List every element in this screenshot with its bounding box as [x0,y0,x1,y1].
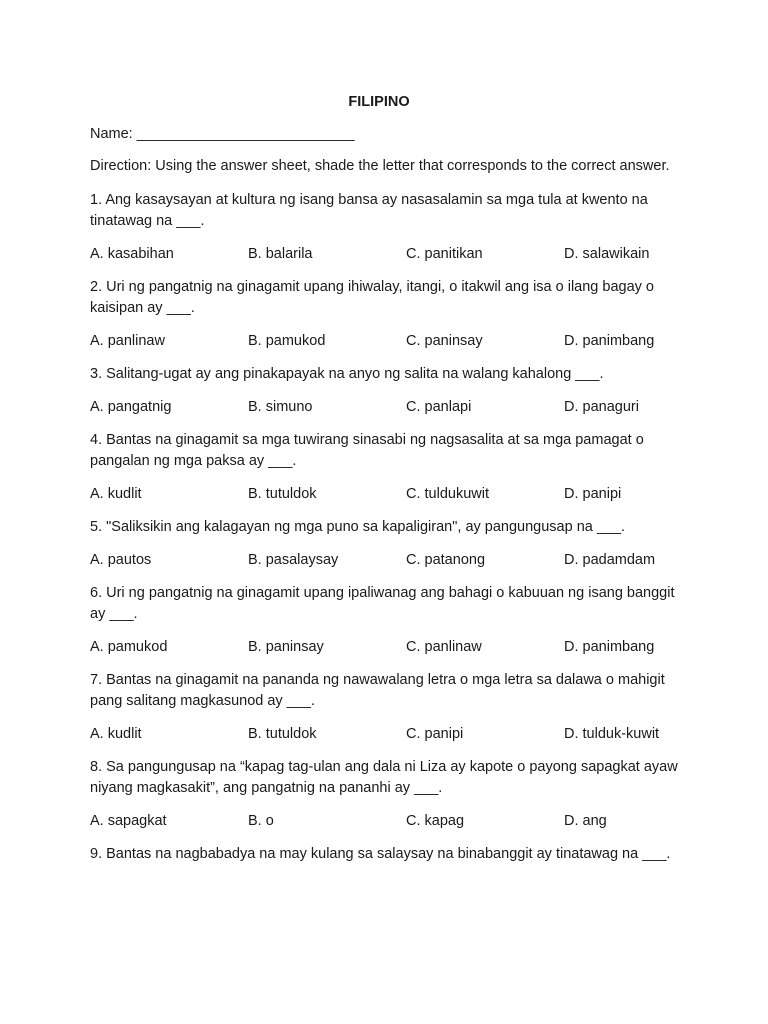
choice-c: C. tuldukuwit [406,486,490,502]
choice-b: B. pamukod [248,333,326,349]
choice-b: B. pasalaysay [248,552,339,568]
question-5 [90,517,688,570]
question-text: 1. Ang kasaysayan at kultura ng isang bansa ay nasasalamin sa mga tula at kwento na tinatawag na ___. [90,192,648,229]
question-7 [90,670,688,744]
choice-b: B. tutuldok [248,726,317,742]
choice-a: A. pautos [90,552,152,568]
page-title: FILIPINO [348,94,410,110]
question-9 [90,844,688,865]
choice-d: D. salawikain [564,246,650,262]
question-text: 2. Uri ng pangatnig na ginagamit upang ihiwalay, itangi, o itakwil ang isa o ilang bagay o kaisipan ay ___. [90,279,654,316]
choice-b: B. paninsay [248,639,324,655]
question-text: 8. Sa pangungusap na “kapag tag-ulan ang dala ni Liza ay kapote o payong sapagkat ayaw niyang magkasakit”, ang pangatnig na pananhi ay ___. [90,759,678,796]
choice-a: A. pamukod [90,639,168,655]
question-text: 5. "Saliksikin ang kalagayan ng mga puno sa kapaligiran", ay pangungusap na ___. [90,519,626,535]
choice-a: A. pangatnig [90,399,172,415]
question-4 [90,430,688,504]
choice-row [90,724,688,744]
choice-d: D. panaguri [564,399,639,415]
choice-c: C. panipi [406,726,464,742]
question-8 [90,757,688,831]
choice-a: A. kudlit [90,486,142,502]
question-1 [90,190,688,264]
choice-d: D. tulduk-kuwit [564,726,660,742]
question-text: 4. Bantas na ginagamit sa mga tuwirang sinasabi ng nagsasalita at sa mga pamagat o pangalan ng mga paksa ay ___. [90,432,644,469]
choice-d: D. panipi [564,486,622,502]
choice-d: D. ang [564,813,607,829]
choice-row [90,637,688,657]
choice-row [90,331,688,351]
choice-row [90,397,688,417]
choice-c: C. kapag [406,813,465,829]
choice-c: C. paninsay [406,333,483,349]
choice-row [90,244,688,264]
choice-row [90,550,688,570]
choice-b: B. tutuldok [248,486,317,502]
choice-d: D. padamdam [564,552,656,568]
choice-a: A. kasabihan [90,246,174,262]
question-text: 6. Uri ng pangatnig na ginagamit upang ipaliwanag ang bahagi o kabuuan ng isang banggit ay ___. [90,585,675,622]
choice-row [90,484,688,504]
choice-d: D. panimbang [564,333,655,349]
choice-b: B. balarila [248,246,313,262]
choice-a: A. kudlit [90,726,142,742]
question-text: 3. Salitang-ugat ay ang pinakapayak na anyo ng salita na walang kahalong ___. [90,366,604,382]
choice-c: C. panitikan [406,246,483,262]
choice-a: A. panlinaw [90,333,165,349]
name-field-line: Name: ___________________________ [90,126,355,142]
choice-b: B. simuno [248,399,313,415]
choice-c: C. patanong [406,552,486,568]
directions-text: Direction: Using the answer sheet, shade the letter that corresponds to the correct answer. [90,158,670,174]
question-3 [90,364,688,417]
choice-b: B. o [248,813,274,829]
choice-d: D. panimbang [564,639,655,655]
question-2 [90,277,688,351]
choice-row [90,811,688,831]
choice-c: C. panlapi [406,399,472,415]
choice-a: A. sapagkat [90,813,167,829]
choice-c: C. panlinaw [406,639,482,655]
question-text: 9. Bantas na nagbabadya na may kulang sa salaysay na binabanggit ay tinatawag na ___. [90,846,671,862]
question-text: 7. Bantas na ginagamit na pananda ng nawawalang letra o mga letra sa dalawa o mahigit pang salitang magkasunod ay ___. [90,672,665,709]
question-6 [90,583,688,657]
